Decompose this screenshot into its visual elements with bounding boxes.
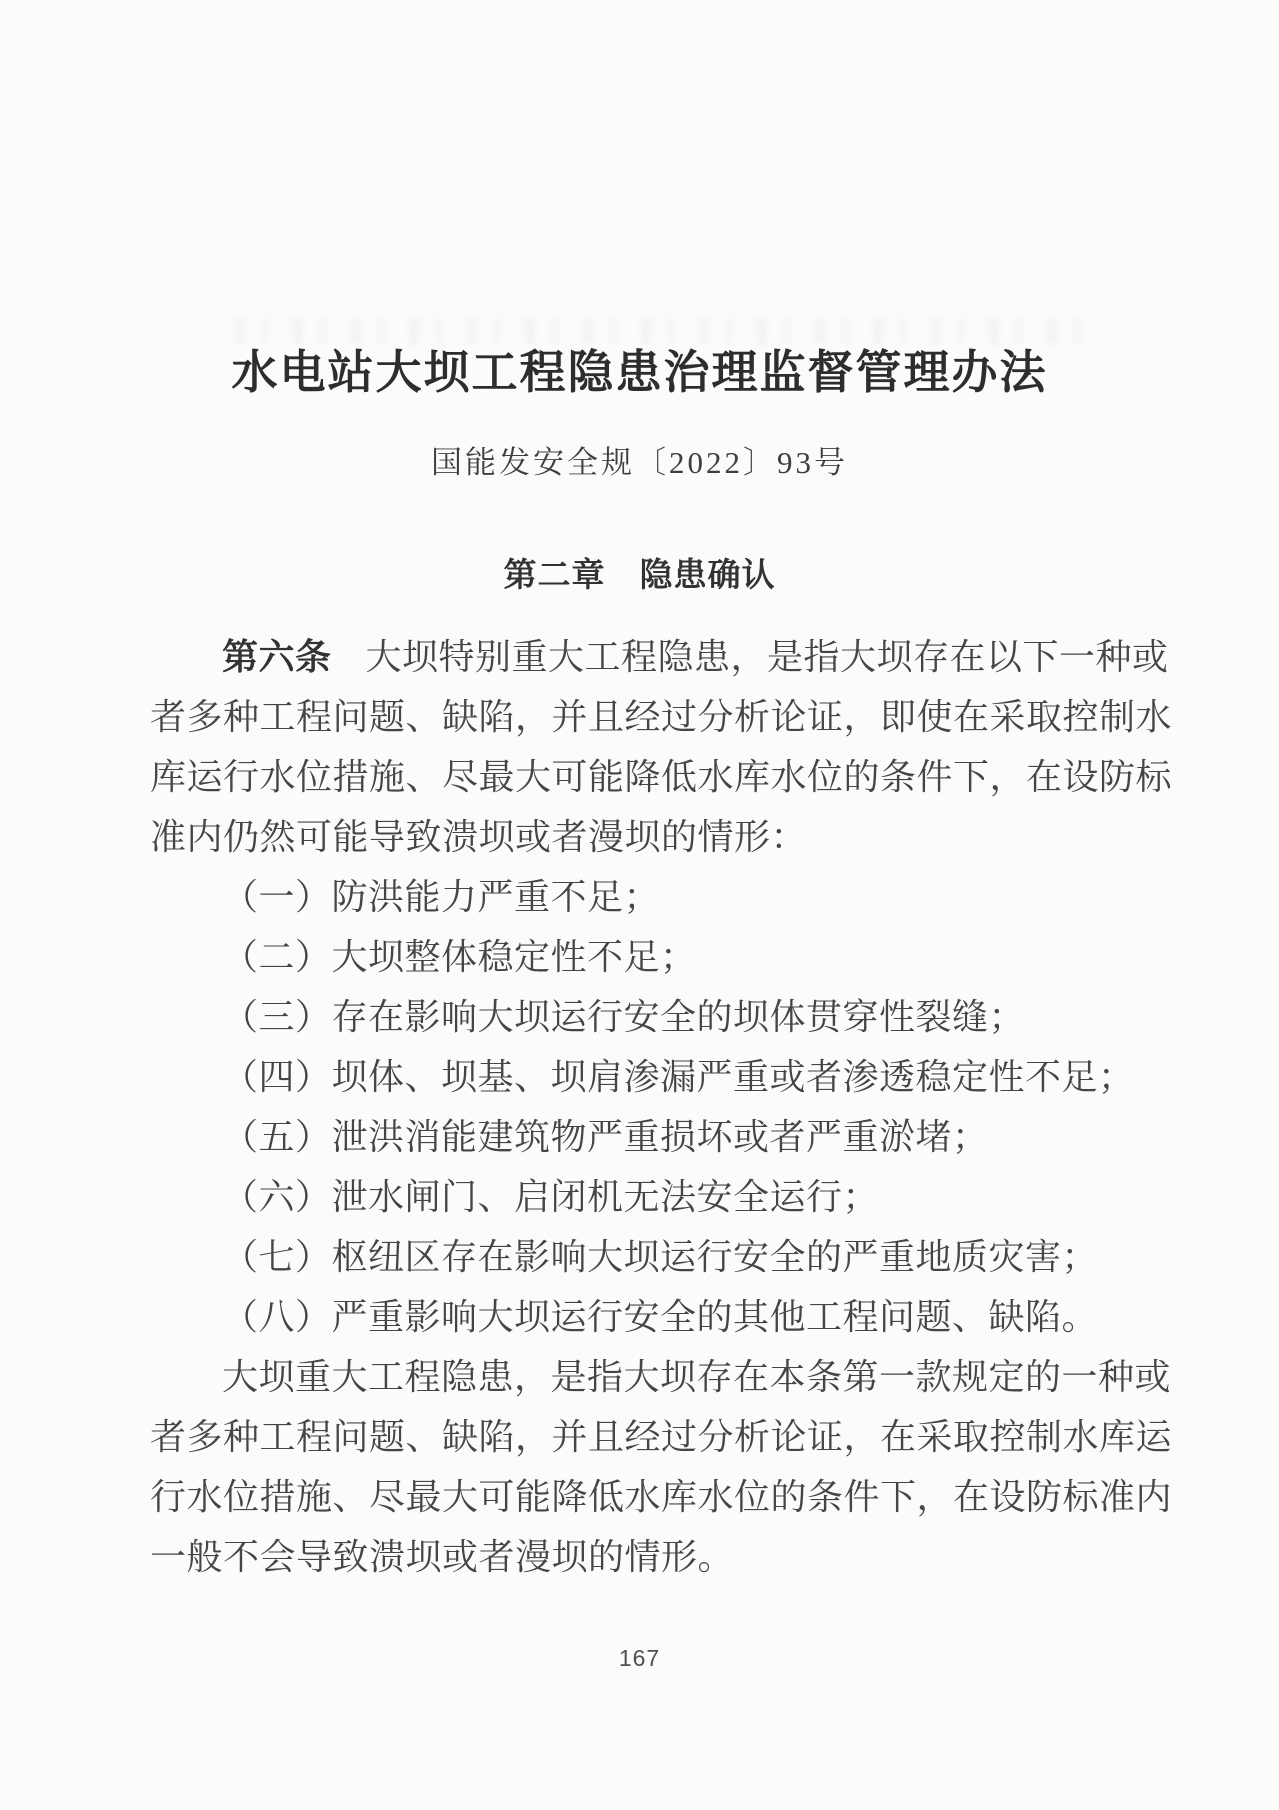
list-item: （六）泄水闸门、启闭机无法安全运行； [222, 1177, 880, 1217]
article-line: 大坝重大工程隐患，是指大坝存在本条第一款规定的一种或 [222, 1357, 1172, 1397]
article-line: 行水位措施、尽最大可能降低水库水位的条件下，在设防标准内 [150, 1477, 1173, 1517]
article-line: 者多种工程问题、缺陷，并且经过分析论证，即使在采取控制水 [150, 697, 1173, 737]
article-line-text: 大坝特别重大工程隐患，是指大坝存在以下一种或 [365, 637, 1169, 677]
article-line: 库运行水位措施、尽最大可能降低水库水位的条件下，在设防标 [150, 757, 1173, 797]
list-item: （八）严重影响大坝运行安全的其他工程问题、缺陷。 [222, 1297, 1099, 1337]
list-item: （四）坝体、坝基、坝肩渗漏严重或者渗透稳定性不足； [222, 1057, 1135, 1097]
list-item: （七）枢纽区存在影响大坝运行安全的严重地质灾害； [222, 1237, 1099, 1277]
list-item: （二）大坝整体稳定性不足； [222, 937, 697, 977]
list-item: （一）防洪能力严重不足； [222, 877, 661, 917]
article-line: 一般不会导致溃坝或者漫坝的情形。 [150, 1537, 735, 1577]
article-body [150, 627, 1173, 1587]
chapter-heading: 第二章 隐患确认 [503, 556, 776, 593]
list-item: （五）泄洪消能建筑物严重损坏或者严重淤堵； [222, 1117, 989, 1157]
article-line: 准内仍然可能导致溃坝或者漫坝的情形： [150, 817, 808, 857]
article-number-label: 第六条 [222, 636, 332, 677]
article-line [150, 627, 1169, 687]
list-item: （三）存在影响大坝运行安全的坝体贯穿性裂缝； [222, 997, 1026, 1037]
document-title: 水电站大坝工程隐患治理监督管理办法 [231, 346, 1048, 398]
document-number: 国能发安全规〔2022〕93号 [431, 445, 848, 480]
article-line: 者多种工程问题、缺陷，并且经过分析论证，在采取控制水库运 [150, 1417, 1173, 1457]
page-number: 167 [618, 1645, 661, 1671]
